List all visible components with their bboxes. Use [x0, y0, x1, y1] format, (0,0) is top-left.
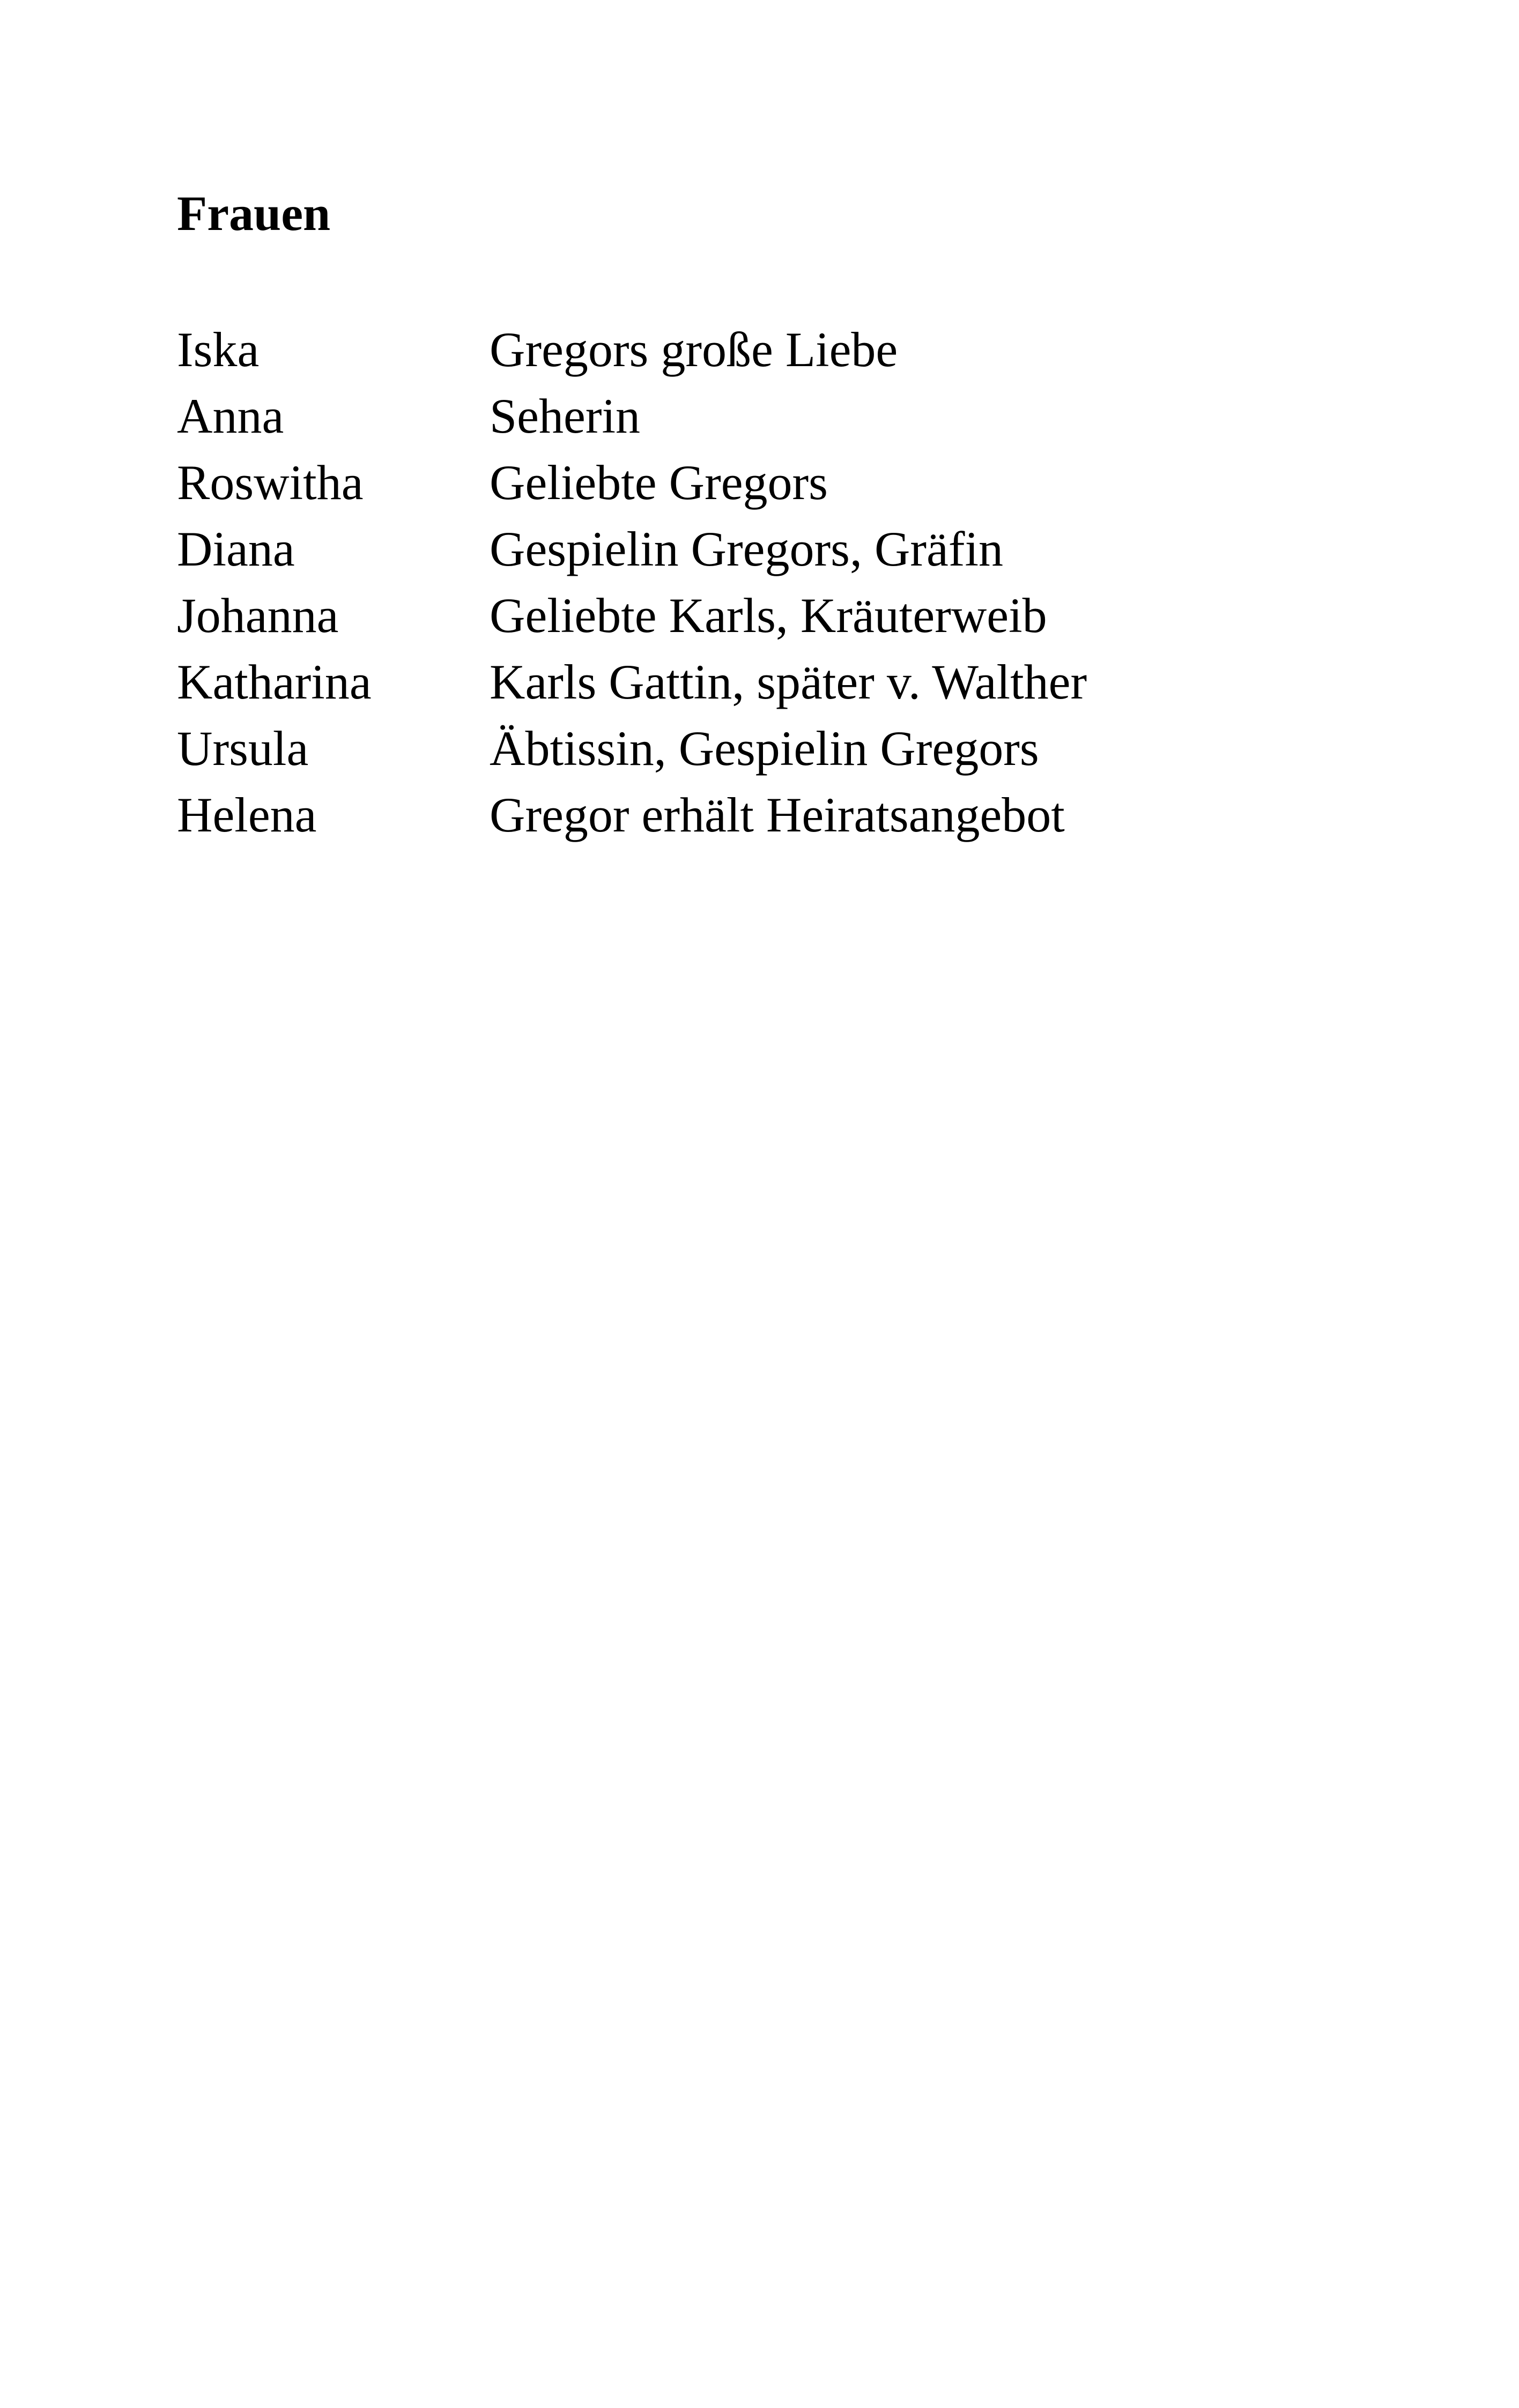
character-role: Gregor erhält Heiratsangebot: [490, 787, 1065, 842]
character-name: Katharina: [177, 655, 372, 709]
character-name: Roswitha: [177, 455, 364, 510]
character-role: Geliebte Karls, Kräuterweib: [490, 588, 1047, 643]
character-list: [177, 316, 1410, 848]
character-name: Anna: [177, 389, 284, 443]
character-role: Karls Gattin, später v. Walther: [490, 655, 1087, 709]
character-role: Äbtissin, Gespielin Gregors: [490, 721, 1039, 776]
character-row: [177, 449, 1410, 516]
character-role: Gregors große Liebe: [490, 322, 898, 377]
character-row: [177, 649, 1410, 715]
character-row: [177, 316, 1410, 383]
section-heading: Frauen: [177, 186, 331, 241]
character-row: [177, 516, 1410, 582]
character-name: Iska: [177, 322, 260, 377]
character-name: Johanna: [177, 588, 339, 643]
character-role: Geliebte Gregors: [490, 455, 828, 510]
character-row: [177, 383, 1410, 449]
character-role: Seherin: [490, 389, 641, 443]
character-row: [177, 782, 1410, 848]
character-name: Ursula: [177, 721, 309, 776]
character-row: [177, 582, 1410, 649]
character-role: Gespielin Gregors, Gräfin: [490, 522, 1004, 576]
character-name: Helena: [177, 787, 317, 842]
character-row: [177, 715, 1410, 782]
character-name: Diana: [177, 522, 295, 576]
